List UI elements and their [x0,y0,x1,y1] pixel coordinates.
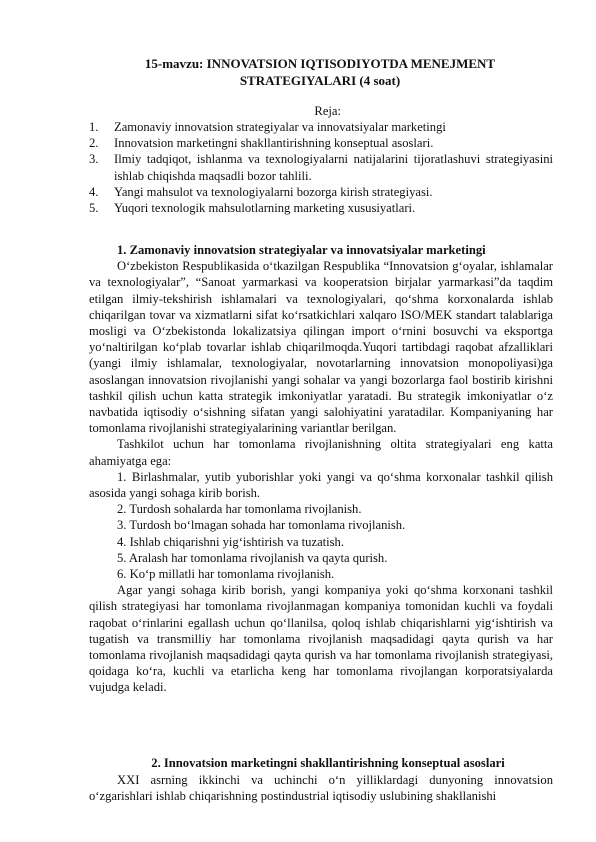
section-2 [89,772,553,804]
plan-item-text: Yuqori texnologik mahsulotlarning marketing xususiyatlari. [114,201,416,216]
section-2-heading: 2. Innovatsion marketingni shakllantirishning konseptual asoslari [151,756,505,770]
strategy-list-item: 1. Birlashmalar, yutib yuborishlar yoki yangi va qo‘shma korxonalar tashkil qilish asosida yangi sohaga kirib borish. [89,469,553,501]
strategy-list-item: 6. Ko‘p millatli har tomonlama rivojlanish. [117,567,335,582]
plan-item-text: Innovatsion marketingni shakllantirishning konseptual asoslari. [114,136,434,151]
section-1-paragraph: O‘zbekiston Respublikasida o‘tkazilgan Respublika “Innovatsion g‘oyalar, ishlamalar va texnologiyalar”, “Sanoat yarmarkasi va kooperatsion birjalar yarmarkasi”da taqdim etilgan ilmiy-tekshirish ishlamalari va texnologiyalari, qo‘shma korxonalarda ishlab chiqarilgan tovar va xizmatlarni sifat ko‘rsatkichlari xalqaro ISO/MEK standart talablariga mosligi va O‘zbekistonda lokalizatsiya qilingan import o‘rnini bosuvchi va eksportga yo‘naltirilgan ko‘plab tovarlar ishlab chiqarilmoqda.Yuqori tartibdagi raqobat afzalliklari (yangi ilmiy ishlamalar, texnologiyalar, novotarlarning innovatsion monopoliyasi)ga asoslangan innovatsion rivojlanishi yangi sohalar va yangi bozorlarga faol bostirib kirishni tashkil qilish uchun katta strategik imkoniyatlar yaratadi. Bu strategik imkoniyatlar o‘z navbatida iqtisodiy o‘sishning sifatan yangi salohiyatini yaratadilar. Kompaniyaning har tomonlama rivojlanishi strategiyalarining variantlar berilgan. [89,259,553,436]
plan-item-number: 5. [89,201,99,216]
plan-item [89,184,553,200]
plan-item-number: 3. [89,152,99,167]
plan-heading-text: Reja: [314,104,341,118]
plan-item-text: Zamonaviy innovatsion strategiyalar va innovatsiyalar marketingi [114,120,446,134]
plan-item-number: 2. [89,136,99,151]
plan-item-number: 1. [89,120,99,134]
plan-item [89,200,553,216]
section-2-paragraph: XXI asrning ikkinchi va uchinchi o‘n yilliklardagi dunyoning innovatsion o‘zgarishlari ishlab chiqarishning postindustrial iqtisodiy uslubining shakllanishi [89,773,553,804]
plan-item [89,135,553,151]
plan-item [89,151,553,183]
strategy-list-item: 3. Turdosh bo‘lmagan sohada har tomonlama rivojlanish. [117,518,406,533]
plan-item [89,119,553,135]
section-1-paragraph: Tashkilot uchun har tomonlama rivojlanishning oltita strategiyalari eng katta ahamiyatga ega: [89,437,553,468]
plan-heading [89,103,553,119]
strategy-list-item: 4. Ishlab chiqarishni yig‘ishtirish va tuzatish. [117,534,345,549]
plan-item-number: 4. [89,184,99,199]
section-1-paragraph: Agar yangi sohaga kirib borish, yangi kompaniya yoki qo‘shma korxonani tashkil qilish strategiyasi har tomonlama rivojlanmagan kompaniya tomonidan kuchli va foydali raqobat o‘rinlarini egallash uchun qo‘llanilsa, qoloq ishlab chiqarishlarni yig‘ishtirish va tugatish va transmilliy har tomonlama rivojlanish maqsadidagi qayta qurish va har tomonlama rivojlanish maqsadidagi qayta qurish va har tomonlama rivojlanish strategiyasi, qoidaga ko‘ra, kuchli va etarlicha keng har tomonlama rivojlangan korporatsiyalarda vujudga keladi. [89,583,553,695]
strategy-list-item: 5. Aralash har tomonlama rivojlanish va qayta qurish. [117,550,388,565]
strategy-list-item: 2. Turdosh sohalarda har tomonlama rivojlanish. [117,502,362,517]
section-1 [89,242,553,696]
section-1-heading: 1. Zamonaviy innovatsion strategiyalar va innovatsiyalar marketingi [117,243,486,257]
document-title: 15-mavzu: INNOVATSION IQTISODIYOTDA MENEJMENT STRATEGIYALARI (4 soat) [144,56,496,88]
plan-item-text: Yangi mahsulot va texnologiyalarni bozorga kirish strategiyasi. [114,184,433,199]
plan-list [89,119,553,216]
plan-item-text: Ilmiy tadqiqot, ishlanma va texnologiyalarni natijalarini tijoratlashuvi strategiyasini ishlab chiqishda maqsadli bozor tahlili. [114,152,553,183]
